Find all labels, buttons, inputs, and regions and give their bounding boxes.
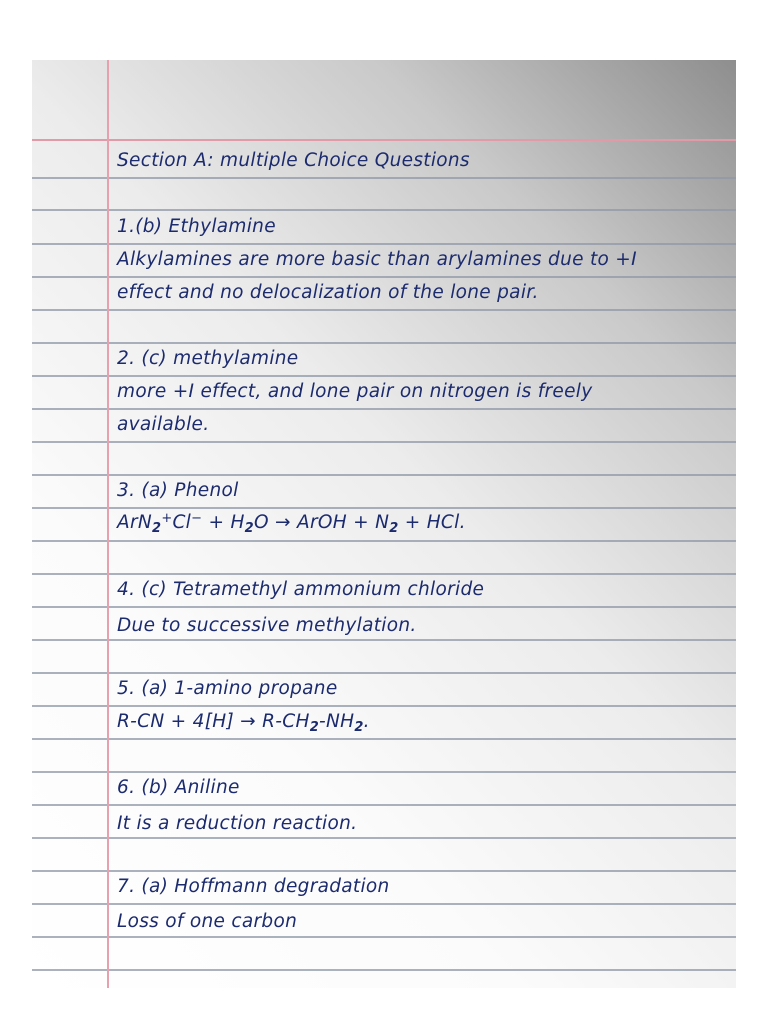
ruled-line (32, 408, 736, 410)
answer-2-title: 2. (c) methylamine (117, 348, 299, 369)
ruled-line (32, 771, 736, 773)
ruled-line (32, 969, 736, 971)
ruled-line (32, 705, 736, 707)
ruled-line (32, 507, 736, 509)
section-heading: Section A: multiple Choice Questions (117, 150, 470, 171)
ruled-line (32, 309, 736, 311)
ruled-line (32, 375, 736, 377)
answer-4-title: 4. (c) Tetramethyl ammonium chloride (117, 579, 485, 600)
answer-3-title: 3. (a) Phenol (117, 480, 239, 501)
ruled-line (32, 903, 736, 905)
answer-4-line-1: Due to successive methylation. (117, 615, 417, 636)
ruled-line (32, 804, 736, 806)
ruled-line (32, 870, 736, 872)
notebook-page (32, 60, 736, 988)
answer-5-equation: $R-CN + 4[H] \to R-CH_2-NH_2$. (117, 711, 370, 735)
margin-line (107, 60, 109, 988)
ruled-line (32, 738, 736, 740)
ruled-line (32, 342, 736, 344)
answer-1-title: 1.(b) Ethylamine (117, 216, 276, 237)
ruled-line (32, 606, 736, 608)
answer-1-line-2: effect and no delocalization of the lone pair. (117, 282, 539, 303)
answer-6-title: 6. (b) Aniline (117, 777, 240, 798)
answer-2-line-1: more +I effect, and lone pair on nitrogen is freely (117, 381, 593, 402)
ruled-line (32, 474, 736, 476)
header-rule (32, 139, 736, 141)
answer-2-line-2: available. (117, 414, 210, 435)
ruled-line (32, 936, 736, 938)
answer-3-equation: $ArN_2^+Cl^- + H_2O$ → ArOH + $N_2$ + HCl. (117, 511, 466, 536)
answer-1-line-1: Alkylamines are more basic than arylamines due to +I (117, 249, 637, 270)
ruled-line (32, 243, 736, 245)
answer-7-title: 7. (a) Hoffmann degradation (117, 876, 390, 897)
ruled-line (32, 441, 736, 443)
ruled-line (32, 573, 736, 575)
answer-5-title: 5. (a) 1-amino propane (117, 678, 338, 699)
answer-7-line-1: Loss of one carbon (117, 911, 298, 932)
ruled-line (32, 837, 736, 839)
ruled-line (32, 540, 736, 542)
ruled-line (32, 209, 736, 211)
ruled-line (32, 177, 736, 179)
ruled-line (32, 639, 736, 641)
answer-6-line-1: It is a reduction reaction. (117, 813, 358, 834)
ruled-line (32, 672, 736, 674)
ruled-line (32, 276, 736, 278)
